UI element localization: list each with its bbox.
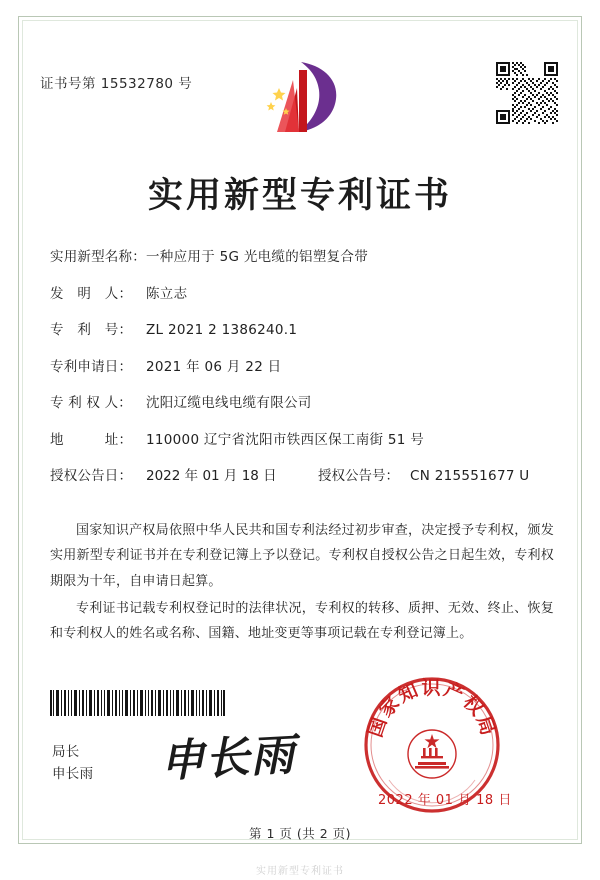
field-row-patent-no [50, 318, 555, 338]
field-label: 地 址： [50, 431, 133, 448]
field-value: 2021 年 06 月 22 日 [146, 358, 282, 375]
signature-block [52, 742, 93, 785]
field-value: 陈立志 [146, 285, 188, 302]
legal-text [50, 518, 554, 649]
cnipa-logo [255, 58, 347, 136]
seal-date: 2022 年 01 月 18 日 [378, 793, 512, 808]
field-label: 专 利 号： [50, 322, 133, 338]
qr-code [496, 62, 558, 124]
field-value: 沈阳辽缆电线电缆有限公司 [146, 395, 312, 411]
svg-text:国家知识产权局: 国家知识产权局 [364, 677, 500, 740]
page-title: 实用新型专利证书 [147, 175, 452, 216]
certificate-number: 证书号第 15532780 号 [40, 76, 193, 92]
signature-name: 申长雨 [52, 765, 94, 782]
announcement-no-value: CN 215551677 U [410, 468, 530, 484]
field-row-announcement [50, 464, 555, 484]
field-value: 110000 辽宁省沈阳市铁西区保工南街 51 号 [146, 431, 425, 448]
field-value: ZL 2021 2 1386240.1 [146, 322, 298, 338]
announcement-date-label: 授权公告日： [50, 468, 133, 484]
footer-watermark: 实用新型专利证书 [256, 866, 344, 877]
paragraph-1: 国家知识产权局依照中华人民共和国专利法经过初步审查，决定授予专利权，颁发实用新型专利证书并在专利登记簿上予以登记。专利权自授权公告之日起生效，专利权期限为十年，自申请日起算。 [50, 523, 554, 589]
signature-role: 局长 [52, 744, 80, 760]
announcement-date-group [50, 464, 300, 484]
barcode [50, 690, 225, 716]
field-label: 专利申请日： [50, 358, 133, 375]
field-row-inventor [50, 282, 555, 302]
field-row-patentee [50, 391, 555, 411]
page-footer: 第 1 页 (共 2 页) [248, 826, 352, 841]
announcement-no-label: 授权公告号： [318, 468, 399, 484]
field-row-name [50, 245, 555, 265]
announcement-date-value: 2022 年 01 月 18 日 [146, 468, 277, 484]
field-row-address [50, 428, 555, 448]
field-value: 一种应用于 5G 光电缆的铝塑复合带 [146, 249, 369, 265]
field-label: 专 利 权 人： [50, 395, 132, 411]
field-label: 实用新型名称： [50, 249, 146, 265]
field-label: 发 明 人： [50, 285, 133, 302]
field-row-application-date [50, 355, 555, 375]
handwritten-signature: 申长雨 [158, 729, 297, 788]
paragraph-2: 专利证书记载专利权登记时的法律状况，专利权的转移、质押、无效、终止、恢复和专利权人的姓名或名称、国籍、地址变更等事项记载在专利登记簿上。 [50, 601, 554, 642]
field-list [50, 245, 555, 501]
